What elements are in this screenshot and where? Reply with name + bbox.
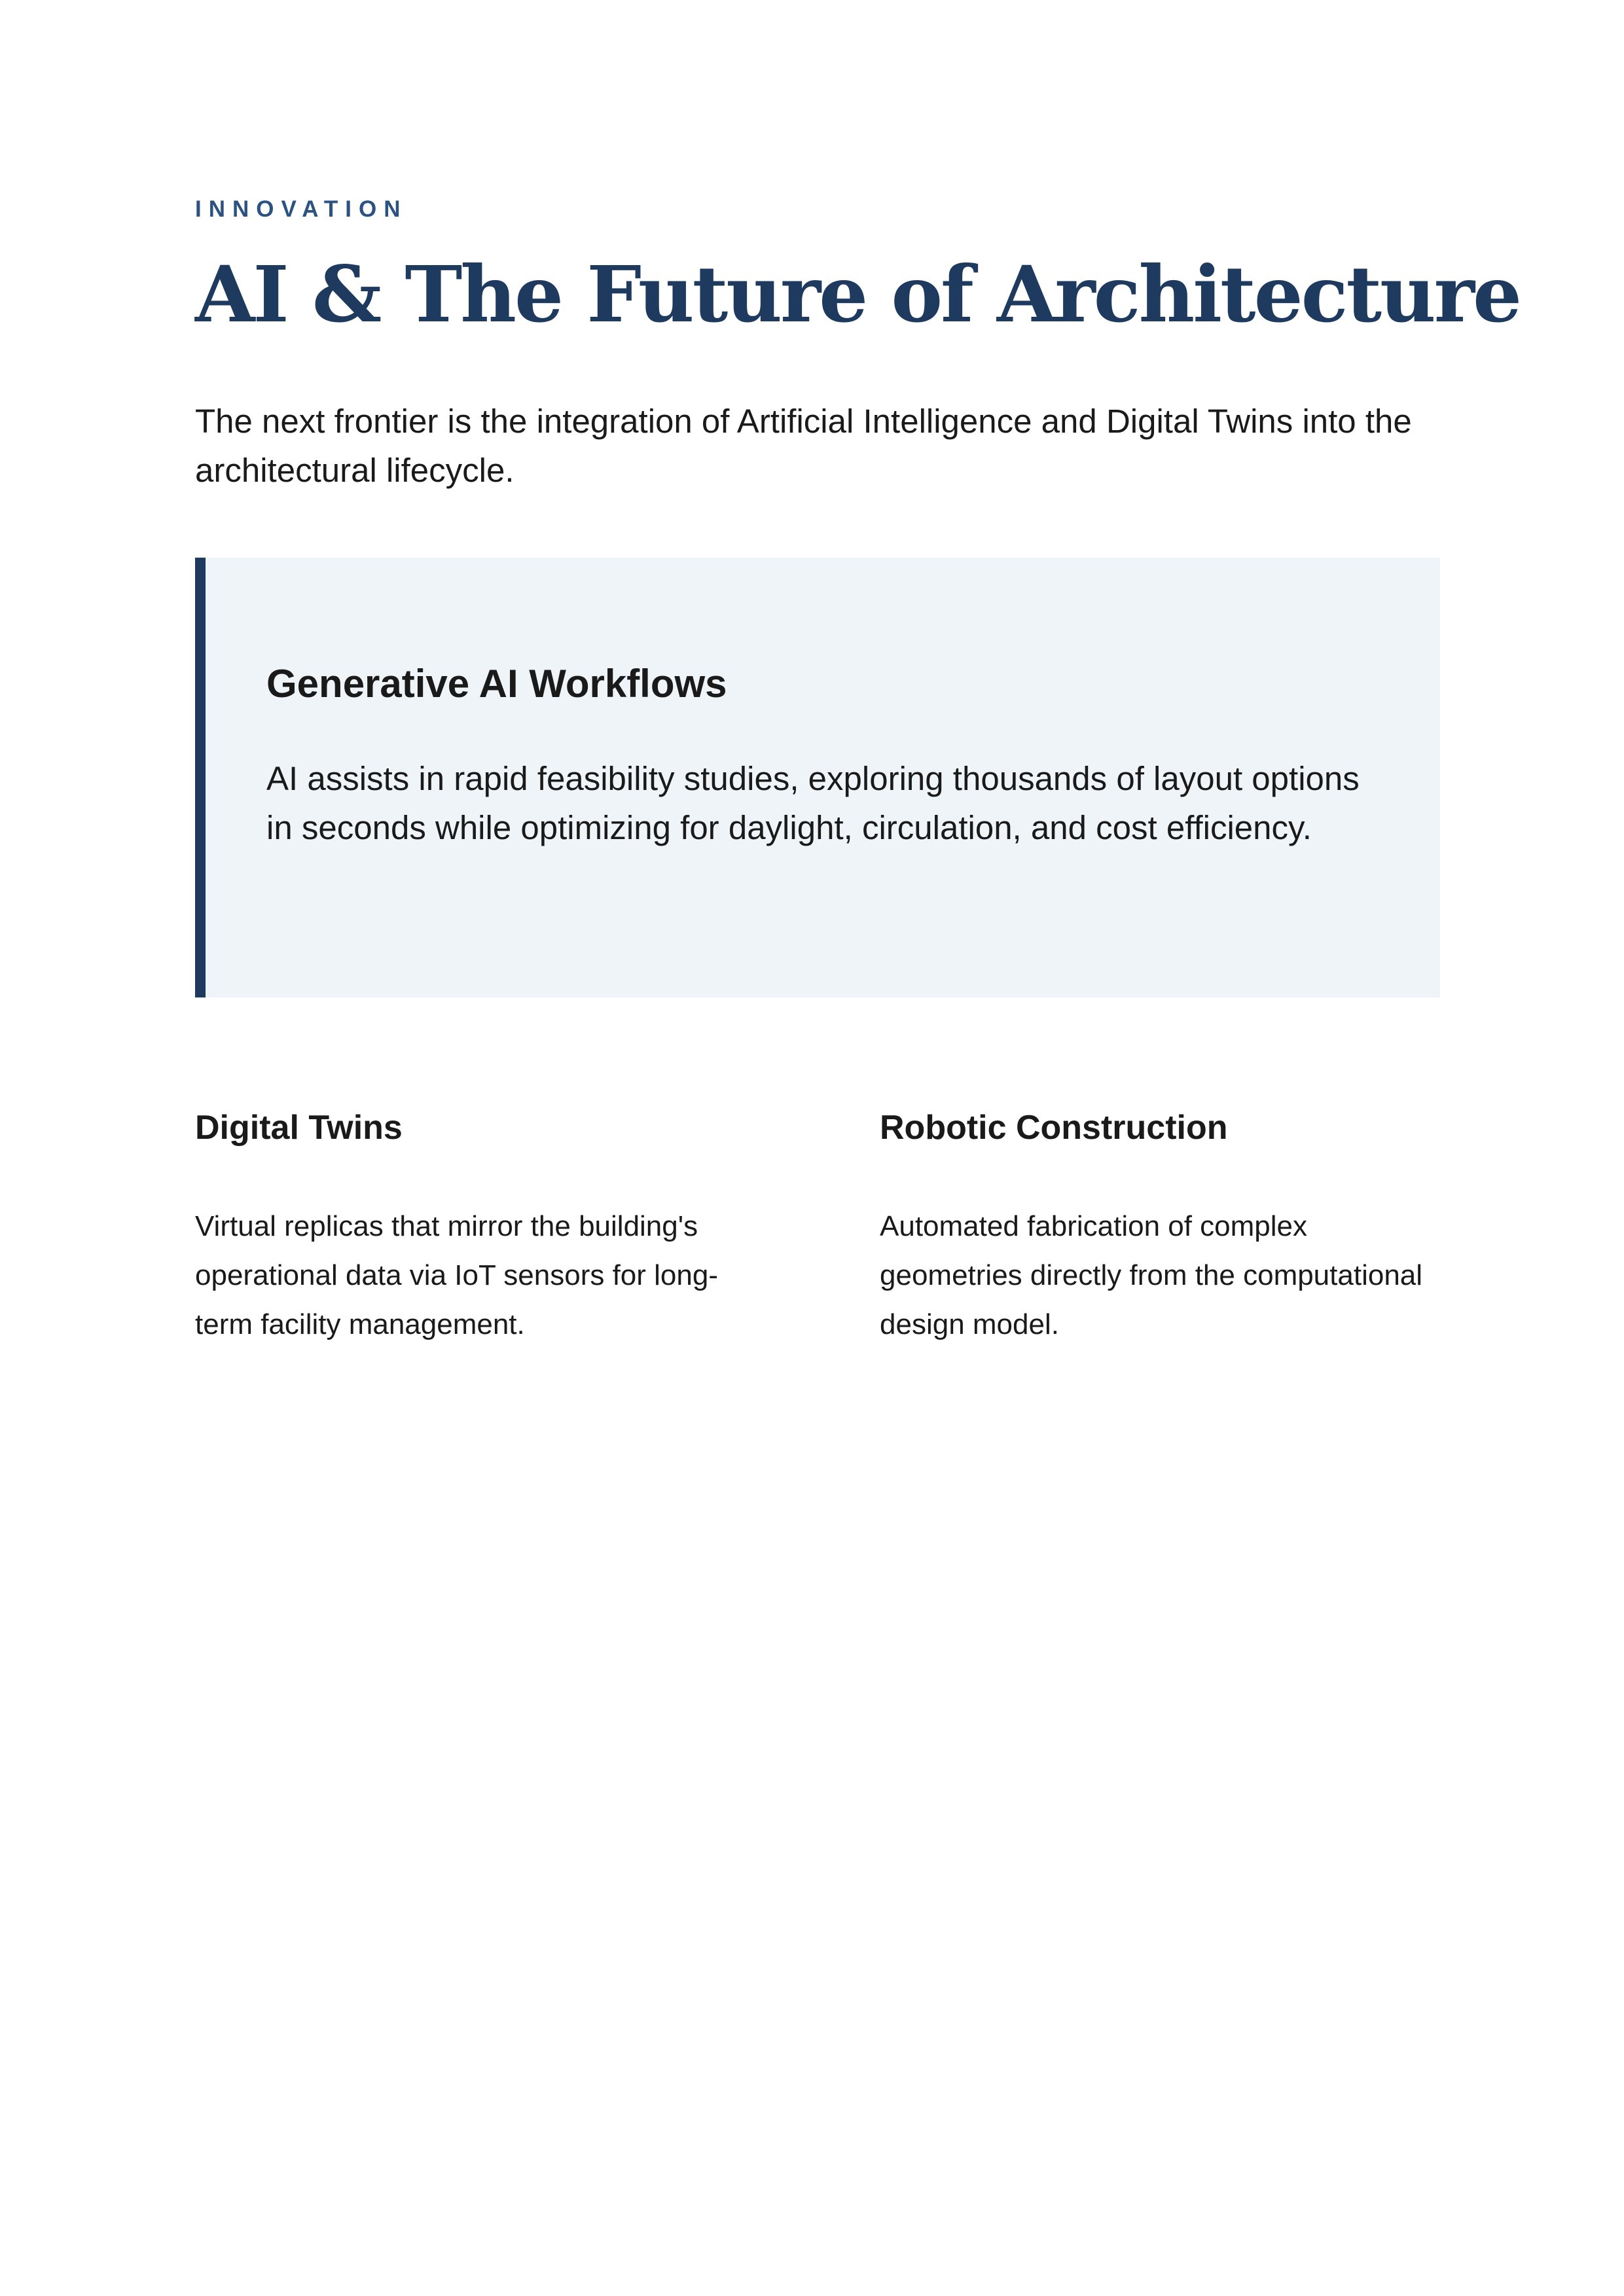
callout-box	[195, 558, 1440, 997]
column-title: Digital Twins	[195, 1109, 403, 1147]
column-digital-twins	[195, 1106, 758, 1349]
column-title: Robotic Construction	[880, 1109, 1228, 1147]
intro-paragraph: The next frontier is the integration of Artificial Intelligence and Digital Twins into the architectural lifecycle.	[195, 403, 1412, 489]
page-title: AI & The Future of Architecture	[195, 249, 1521, 340]
callout-body: AI assists in rapid feasibility studies, exploring thousands of layout options in seconds while optimizing for daylight, circulation, and cost efficiency.	[266, 760, 1360, 846]
callout-title: Generative AI Workflows	[266, 662, 727, 706]
column-robotic-construction	[880, 1106, 1443, 1349]
document-page	[195, 0, 1521, 2296]
column-body: Virtual replicas that mirror the building's operational data via IoT sensors for long-term facility management.	[195, 1210, 718, 1340]
section-eyebrow: INNOVATION	[195, 196, 408, 222]
column-body: Automated fabrication of complex geometries directly from the computational design model.	[880, 1210, 1423, 1340]
